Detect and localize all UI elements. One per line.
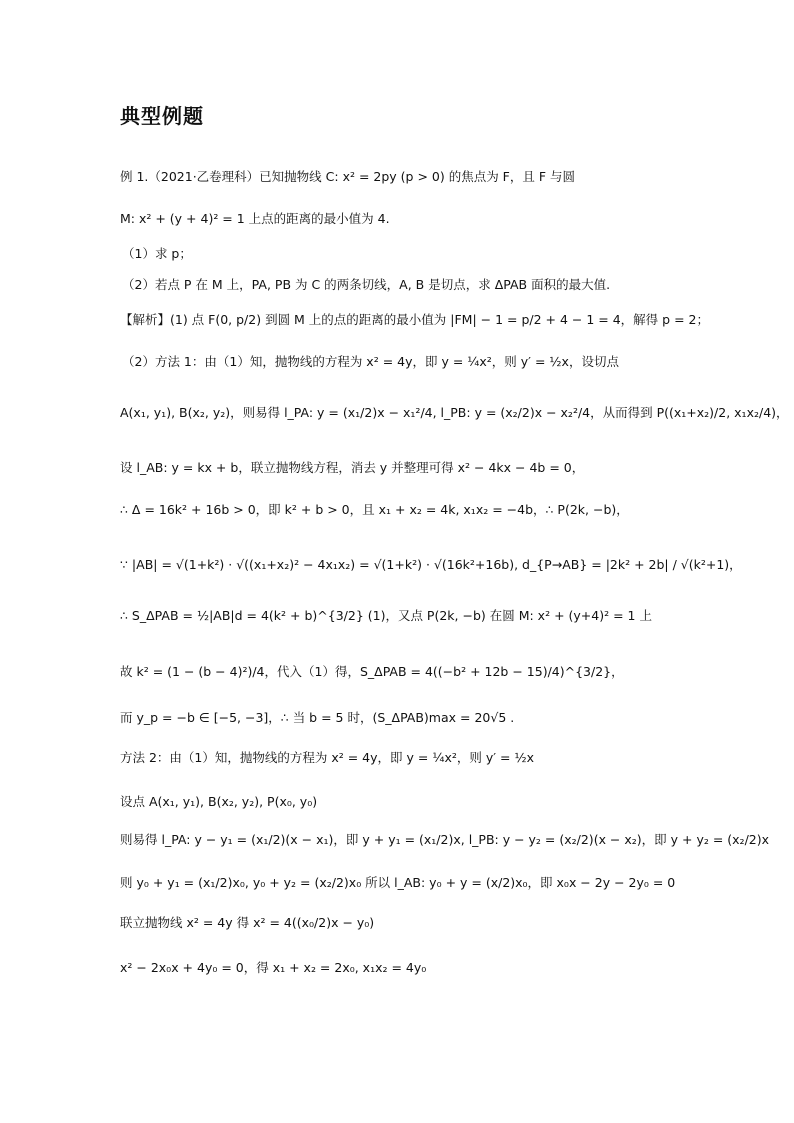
example-statement-line-1: 例 1.（2021·乙卷理科）已知抛物线 C: x² = 2py (p > 0) 的焦点为 F，且 F 与圆	[120, 169, 575, 184]
discriminant-line: ∴ Δ = 16k² + 16b > 0，即 k² + b > 0，且 x₁ + x₂ = 4k, x₁x₂ = −4b，∴ P(2k, −b)，	[120, 502, 629, 517]
question-part-2: （2）若点 P 在 M 上，PA, PB 为 C 的两条切线，A, B 是切点，求 ΔPAB 面积的最大值.	[122, 277, 611, 292]
example-statement-line-2: M: x² + (y + 4)² = 1 上点的距离的最小值为 4.	[120, 211, 390, 226]
tangent-lines: A(x₁, y₁), B(x₂, y₂)，则易得 l_PA: y = (x₁/2)x − x₁²/4, l_PB: y = (x₂/2)x − x₂²/4，从而得到 P((x₁+x₂)/2, x₁x₂/4)，	[120, 405, 789, 420]
line-ab-setup: 设 l_AB: y = kx + b，联立抛物线方程，消去 y 并整理可得 x² − 4kx − 4b = 0，	[120, 460, 585, 475]
method-2-result: x² − 2x₀x + 4y₀ = 0，得 x₁ + x₂ = 2x₀, x₁x₂ = 4y₀	[120, 960, 427, 975]
page-title: 典型例题	[120, 104, 204, 128]
area-formula-line: ∴ S_ΔPAB = ½|AB|d = 4(k² + b)^{3/2} (1)，又点 P(2k, −b) 在圆 M: x² + (y+4)² = 1 上	[120, 608, 652, 623]
solution-method-2-intro: 方法 2：由（1）知，抛物线的方程为 x² = 4y，即 y = ¼x²，则 y′ = ½x	[120, 750, 534, 765]
question-part-1: （1）求 p；	[122, 246, 192, 261]
solution-part-1: 【解析】(1) 点 F(0, p/2) 到圆 M 上的点的距离的最小值为 |FM| − 1 = p/2 + 4 − 1 = 4，解得 p = 2；	[120, 312, 709, 327]
solution-method-1-intro: （2）方法 1：由（1）知，抛物线的方程为 x² = 4y，即 y = ¼x²，则 y′ = ½x，设切点	[122, 354, 619, 369]
method-2-combine: 联立抛物线 x² = 4y 得 x² = 4((x₀/2)x − y₀)	[120, 915, 375, 930]
method-2-tangents: 则易得 l_PA: y − y₁ = (x₁/2)(x − x₁)，即 y + y₁ = (x₁/2)x, l_PB: y − y₂ = (x₂/2)(x − x₂)，即 y + y₂ = (x₂/2)x	[120, 832, 770, 847]
max-area-line: 而 y_p = −b ∈ [−5, −3]，∴ 当 b = 5 时，(S_ΔPAB)max = 20√5 .	[120, 710, 515, 725]
chord-length-line: ∵ |AB| = √(1+k²) · √((x₁+x₂)² − 4x₁x₂) = √(1+k²) · √(16k²+16b), d_{P→AB} = |2k² + 2b| / √(k²+1)，	[120, 557, 742, 572]
substitution-line: 故 k² = (1 − (b − 4)²)/4，代入（1）得，S_ΔPAB = 4((−b² + 12b − 15)/4)^{3/2}，	[120, 664, 624, 679]
method-2-line-ab: 则 y₀ + y₁ = (x₁/2)x₀, y₀ + y₂ = (x₂/2)x₀ 所以 l_AB: y₀ + y = (x/2)x₀，即 x₀x − 2y − 2y₀ = 0	[120, 875, 676, 890]
points-setup-line: 设点 A(x₁, y₁), B(x₂, y₂), P(x₀, y₀)	[120, 794, 318, 809]
